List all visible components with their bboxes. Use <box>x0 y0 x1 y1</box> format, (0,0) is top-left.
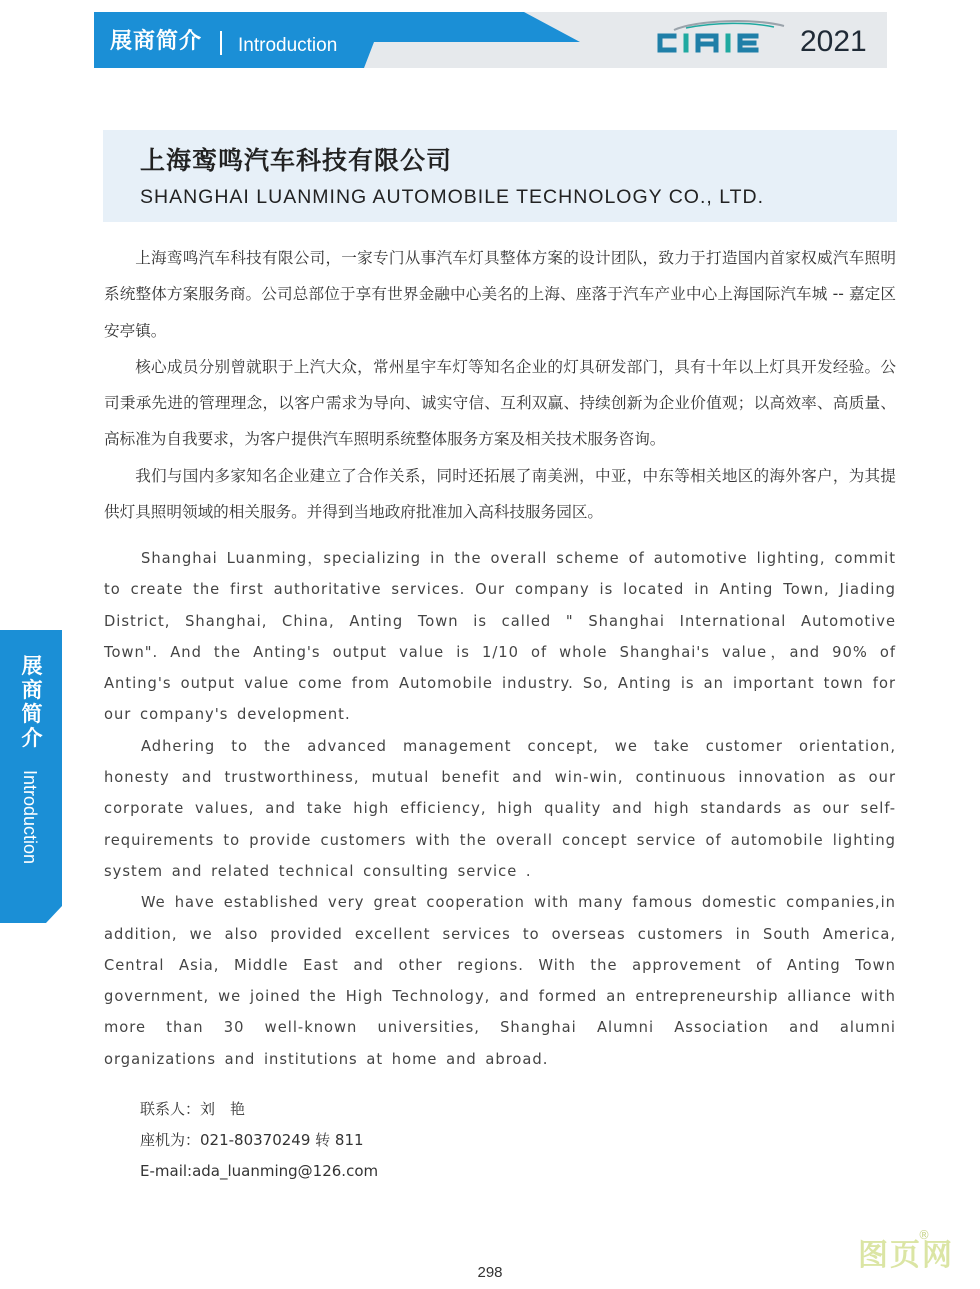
chinese-paragraph: 我们与国内多家知名企业建立了合作关系，同时还拓展了南美洲，中亚，中东等相关地区的海外客户，为其提供灯具照明领域的相关服务。并得到当地政府批准加入高科技服务园区。 <box>104 466 896 522</box>
side-tab-en: Introduction <box>20 770 40 865</box>
side-tab-char: 商 <box>21 678 43 702</box>
contact-block <box>140 1094 378 1187</box>
side-tab-char: 展 <box>21 654 43 678</box>
side-tab-char: 介 <box>21 726 43 750</box>
watermark-registered-mark: ® <box>918 1228 930 1242</box>
english-body <box>104 543 896 1075</box>
logo-year: 2021 <box>800 25 867 58</box>
watermark: 图页网 <box>858 1238 954 1273</box>
company-name-cn: 上海鸾鸣汽车科技有限公司 <box>140 146 453 175</box>
page-number: 298 <box>477 1264 503 1281</box>
header-separator <box>220 31 222 55</box>
chinese-body <box>104 240 896 530</box>
english-paragraph: Adhering to the advanced management concept, we take customer orientation, honesty and trustworthiness, mutual benefit and win-win, continuous innovation as our corporate values, and take high efficiency, high quality and high standards as our self-requirements to provide customers with the overall concept service of automobile lighting system and related technical consulting service . <box>104 737 896 880</box>
contact-person: 联系人：刘 艳 <box>140 1100 246 1118</box>
chinese-paragraph: 核心成员分别曾就职于上汽大众，常州星宇车灯等知名企业的灯具研发部门，具有十年以上灯具开发经验。公司秉承先进的管理理念，以客户需求为导向、诚实守信、互利双赢、持续创新为企业价值观；以高效率、高质量、高标准为自我要求，为客户提供汽车照明系统整体服务方案及相关技术服务咨询。 <box>104 357 896 449</box>
contact-email: E-mail:ada_luanming@126.com <box>140 1162 379 1180</box>
company-name-en: SHANGHAI LUANMING AUTOMOBILE TECHNOLOGY CO., LTD. <box>140 186 765 208</box>
side-tab-cn <box>18 654 46 750</box>
english-paragraph: Shanghai Luanming，specializing in the overall scheme of automotive lighting, commit to create the first authoritative services. Our company is located in Anting Town, Jiading District, Shanghai, China, Anting Town is called " Shanghai International Automotive Town". And the Anting's output value is 1/10 of whole Shanghai's value，and 90% of Anting's output value come from Automobile industry. So, Anting is an important town for our company's development. <box>104 550 896 724</box>
header-section-cn: 展商简介 <box>110 29 203 54</box>
header-section-en: Introduction <box>238 35 338 56</box>
side-tab-char: 简 <box>21 702 43 726</box>
chinese-paragraph: 上海鸾鸣汽车科技有限公司，一家专门从事汽车灯具整体方案的设计团队，致力于打造国内首家权威汽车照明系统整体方案服务商。公司总部位于享有世界金融中心美名的上海、座落于汽车产业中心上海国际汽车城 -- 嘉定区安亭镇。 <box>104 249 896 340</box>
contact-phone: 座机为：021-80370249 转 811 <box>140 1131 364 1149</box>
english-paragraph: We have established very great cooperation with many famous domestic companies,in addition, we also provided excellent services to overseas customers in South America, Central Asia, Middle East and other regions. With the approvement of Anting Town government, we joined the High Technology, and formed an entrepreneurship alliance with more than 30 well-known universities, Shanghai Alumni Association and alumni organizations and institutions at home and abroad. <box>104 894 896 1068</box>
